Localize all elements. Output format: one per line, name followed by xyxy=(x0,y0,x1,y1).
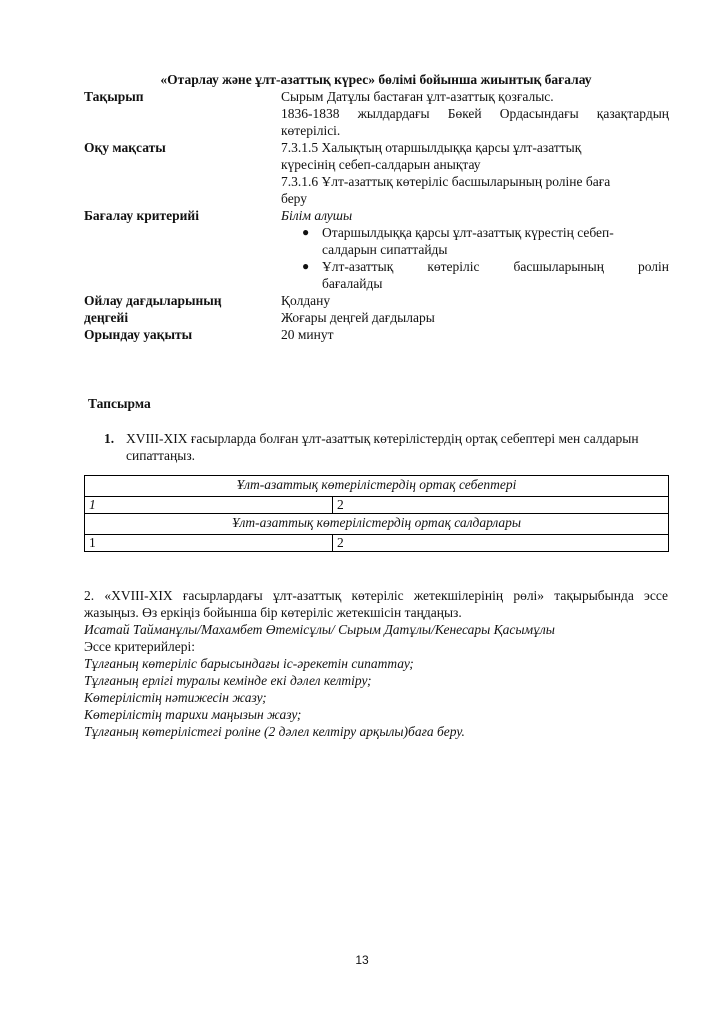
question-2-line xyxy=(84,587,668,604)
thinking-level-row xyxy=(84,292,669,326)
effects-cell[interactable]: 2 xyxy=(333,535,669,552)
goal-label: Оқу мақсаты xyxy=(84,140,166,155)
goal-row xyxy=(84,139,669,207)
question-1-number: 1. xyxy=(104,431,115,446)
table-row xyxy=(85,514,669,535)
essay-criteria-label: Эссе критерийлері: xyxy=(84,639,196,654)
causes-header: Ұлт-азаттық көтерілістердің ортақ себептері xyxy=(85,476,669,497)
topic-row xyxy=(84,88,669,139)
thinking-level-value xyxy=(281,292,669,326)
essay-criterion: Көтерілістің нәтижесін жазу; xyxy=(84,690,267,705)
criteria-value xyxy=(281,207,669,292)
leaders-list: Исатай Тайманұлы/Махамбет Өтемісұлы/ Сырым Датұлы/Кенесары Қасымұлы xyxy=(84,622,555,637)
goal-line: беру xyxy=(281,191,308,206)
thinking-level-label-line: Ойлау дағдыларының xyxy=(84,293,222,308)
bullet-icon: ● xyxy=(302,225,310,239)
table-row xyxy=(85,497,669,514)
essay-criterion: Тұлғаның ерлігі туралы кемінде екі дәлел келтіру; xyxy=(84,673,372,688)
time-row xyxy=(84,326,669,343)
criteria-list xyxy=(281,224,669,292)
topic-line: Сырым Датұлы бастаған ұлт-азаттық қозғалыс. xyxy=(281,89,554,104)
criteria-item-line: салдарын сипаттайды xyxy=(322,242,448,257)
criteria-intro: Білім алушы xyxy=(281,208,353,223)
page-title: «Отарлау және ұлт-азаттық күрес» бөлімі бойынша жиынтық бағалау xyxy=(160,72,592,87)
essay-criterion: Көтерілістің тарихи маңызын жазу; xyxy=(84,707,302,722)
thinking-level-line: Қолдану xyxy=(281,293,331,308)
criteria-item-line: бағалайды xyxy=(322,276,383,291)
table-row xyxy=(85,476,669,497)
causes-cell[interactable]: 1 xyxy=(85,497,333,514)
question-2-text: 2. «XVIII-XIX ғасырлардағы ұлт-азаттық көтеріліс жетекшілерінің рөлі» тақырыбында эссе xyxy=(84,588,668,603)
essay-criterion: Тұлғаның көтерілістегі роліне (2 дәлел келтіру арқылы)баға беру. xyxy=(84,724,465,739)
criteria-row xyxy=(84,207,669,292)
goal-line: күресінің себеп-салдарын анықтау xyxy=(281,157,481,172)
question-1-text: XVIII-XIX ғасырларда болған ұлт-азаттық көтерілістердің ортақ себептері мен салдарын сипаттаңыз. xyxy=(126,431,639,463)
essay-criterion: Тұлғаның көтеріліс барысындағы іс-әрекетін сипаттау; xyxy=(84,656,414,671)
time-value: 20 минут xyxy=(281,327,334,342)
criteria-label: Бағалау критерийі xyxy=(84,208,199,223)
bullet-icon: ● xyxy=(302,259,310,273)
table-row xyxy=(85,535,669,552)
criteria-item xyxy=(281,224,669,258)
thinking-level-label xyxy=(84,292,281,326)
thinking-level-label-line: деңгейі xyxy=(84,310,129,325)
page-number: 13 xyxy=(355,953,369,967)
causes-effects-table xyxy=(84,475,669,552)
topic-line: 1836-1838 жылдардағы Бөкей Ордасындағы қазақтардың xyxy=(281,106,669,121)
time-label: Орындау уақыты xyxy=(84,327,193,342)
criteria-item-line: Отаршылдыққа қарсы ұлт-азаттық күрестің себеп- xyxy=(322,225,614,240)
causes-cell[interactable]: 2 xyxy=(333,497,669,514)
criteria-item-line: Ұлт-азаттық көтеріліс басшыларының ролін xyxy=(322,259,669,274)
topic-label: Тақырып xyxy=(84,89,144,104)
assessment-info-block xyxy=(84,88,669,343)
topic-line: көтерілісі. xyxy=(281,123,341,138)
thinking-level-line: Жоғары деңгей дағдылары xyxy=(281,310,435,325)
goal-line: 7.3.1.6 Ұлт-азаттық көтеріліс басшыларының роліне баға xyxy=(281,174,611,189)
question-2-line: жазыңыз. Өз еркіңіз бойынша бір көтеріліс жетекшісін таңдаңыз. xyxy=(84,605,462,620)
criteria-item xyxy=(281,258,669,292)
question-2 xyxy=(84,587,668,740)
topic-value xyxy=(281,88,669,139)
effects-cell[interactable]: 1 xyxy=(85,535,333,552)
task-heading: Тапсырма xyxy=(88,396,151,411)
goal-line: 7.3.1.5 Халықтың отаршылдыққа қарсы ұлт-азаттық xyxy=(281,140,582,155)
question-1 xyxy=(104,430,669,464)
effects-header: Ұлт-азаттық көтерілістердің ортақ салдарлары xyxy=(85,514,669,535)
goal-value xyxy=(281,139,669,207)
